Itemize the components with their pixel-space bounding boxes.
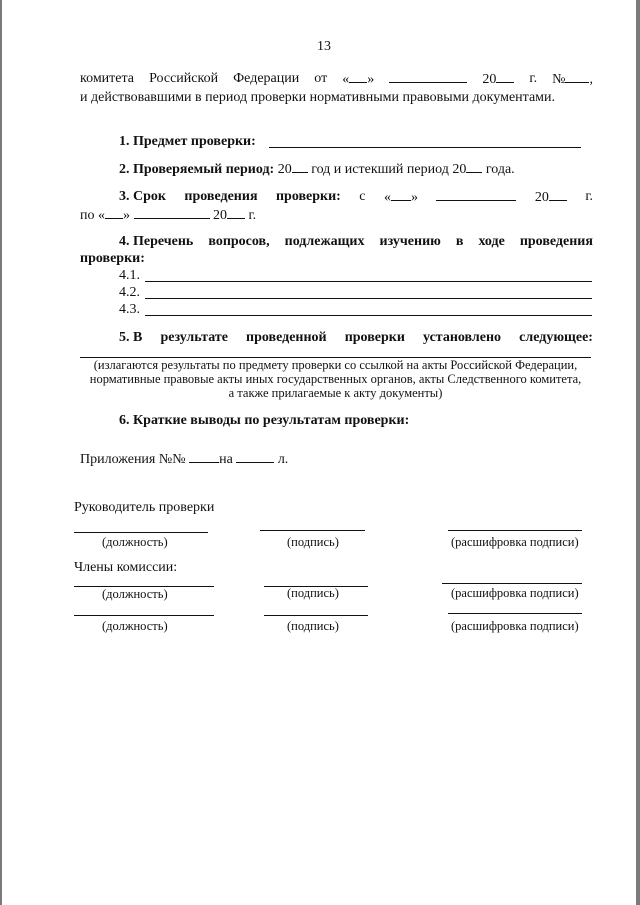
- question-3-blank-line: [145, 315, 592, 316]
- section-5-title: 5. В результате проведенной проверки установлено следующее:: [119, 330, 593, 345]
- section-2-line: 2. Проверяемый период: 20 год и истекший период 20 года.: [119, 162, 515, 177]
- section-5-note-line-1: (излагаются результаты по предмету проверки со ссылкой на акты Российской Федерации,: [93, 358, 578, 372]
- intro-word: комитета: [80, 71, 135, 86]
- intro-word: Федерации: [233, 71, 300, 86]
- member-2-signature-caption: (подпись): [287, 619, 339, 633]
- head-position-line: [74, 532, 208, 533]
- head-decoding-line: [448, 530, 582, 531]
- question-item-2: 4.2.: [119, 285, 140, 300]
- question-item-1: 4.1.: [119, 268, 140, 283]
- member-1-decoding-line: [442, 583, 582, 584]
- doc-number-field: № ,: [552, 72, 593, 87]
- member-2-position-caption: (должность): [102, 619, 168, 633]
- intro-line-1: [80, 70, 593, 88]
- document-page: [2, 0, 636, 905]
- intro-word: г.: [529, 71, 538, 86]
- member-2-decoding-line: [448, 613, 582, 614]
- intro-word: Российской: [149, 71, 219, 86]
- member-2-signature-line: [264, 615, 368, 616]
- member-1-decoding-caption: (расшифровка подписи): [451, 586, 579, 600]
- intro-word: от: [314, 71, 328, 86]
- commission-members-label: Члены комиссии:: [74, 560, 178, 575]
- section-6-title: 6. Краткие выводы по результатам проверки:: [119, 413, 410, 428]
- date-year-field: 20: [482, 70, 514, 88]
- member-1-position-caption: (должность): [102, 587, 168, 601]
- section-3-line-2: по « » 20 г.: [80, 208, 257, 223]
- section-1-title: 1. Предмет проверки:: [119, 134, 256, 149]
- question-2-blank-line: [145, 298, 592, 299]
- section-4-title-line-2: проверки:: [80, 251, 145, 266]
- section-1-blank-line: [269, 147, 581, 148]
- head-of-inspection-label: Руководитель проверки: [74, 500, 215, 515]
- date-day-field: « »: [342, 72, 375, 87]
- question-1-blank-line: [145, 281, 592, 282]
- head-signature-caption: (подпись): [287, 535, 339, 549]
- member-2-decoding-caption: (расшифровка подписи): [451, 619, 579, 633]
- section-5-note-line-2: нормативные правовые акты иных государственных органов, акты Следственного комитета,: [89, 372, 582, 386]
- head-signature-line: [260, 530, 365, 531]
- question-item-3: 4.3.: [119, 302, 140, 317]
- section-3-line-1: 3. Срок проведения проверки: с « » 20 г.: [119, 189, 593, 205]
- section-4-title: 4. Перечень вопросов, подлежащих изучению в ходе проведения: [119, 234, 593, 249]
- page-number: 13: [317, 39, 331, 54]
- head-position-caption: (должность): [102, 535, 168, 549]
- date-month-field: [389, 70, 467, 83]
- attachments-line: Приложения №№ на л.: [80, 452, 289, 467]
- head-decoding-caption: (расшифровка подписи): [451, 535, 579, 549]
- member-2-position-line: [74, 615, 214, 616]
- section-5-note-line-3: а также прилагаемые к акту документы): [228, 386, 443, 400]
- intro-line-2: и действовавшими в период проверки нормативными правовыми документами.: [80, 90, 556, 105]
- member-1-signature-caption: (подпись): [287, 586, 339, 600]
